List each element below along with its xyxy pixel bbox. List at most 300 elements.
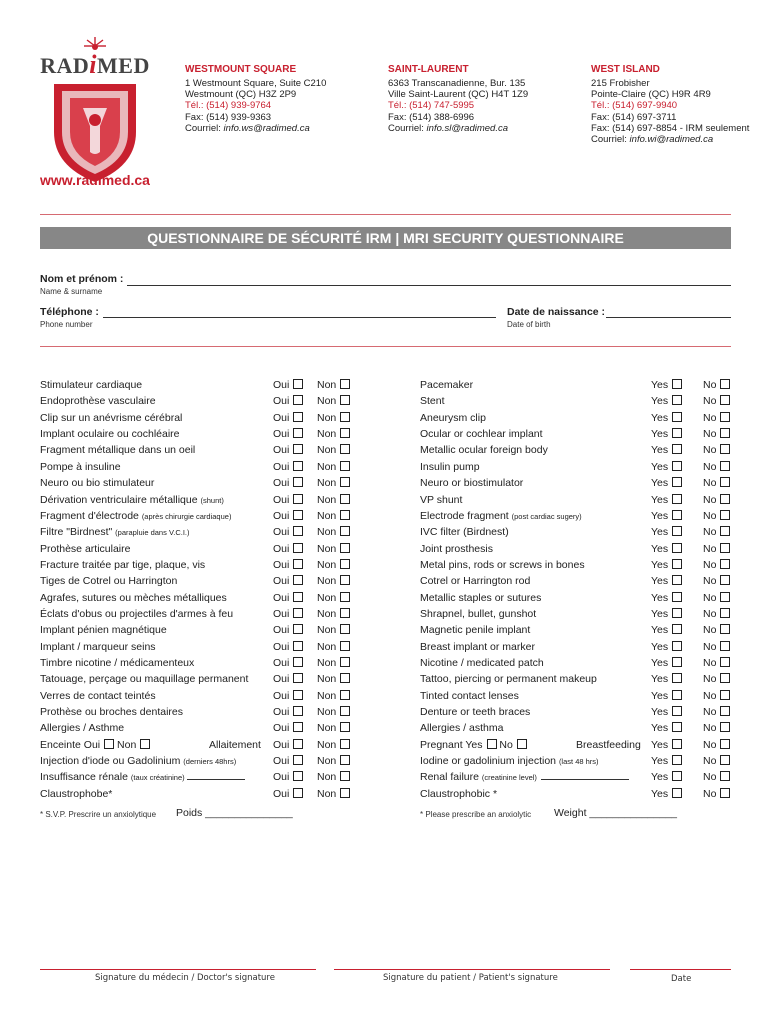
no-checkbox[interactable] [720, 673, 730, 683]
yes-checkbox[interactable] [672, 739, 682, 749]
no-label: No [703, 477, 717, 490]
question-text: IVC filter (Birdnest) [420, 526, 509, 539]
question-text: Clip sur un anévrisme cérébral [40, 411, 183, 424]
oui-checkbox[interactable] [293, 575, 303, 585]
yes-checkbox[interactable] [672, 494, 682, 504]
question-row-en [420, 475, 523, 491]
non-label: Non [317, 787, 337, 800]
oui-checkbox[interactable] [293, 461, 303, 471]
oui-checkbox[interactable] [293, 657, 303, 667]
oui-label: Oui [273, 591, 290, 604]
oui-checkbox[interactable] [293, 444, 303, 454]
question-row-en [420, 737, 527, 753]
no-checkbox[interactable] [720, 608, 730, 618]
yes-checkbox[interactable] [672, 755, 682, 765]
oui-option [273, 508, 303, 524]
question-text: Joint prosthesis [420, 542, 493, 555]
no-label: No [703, 738, 717, 751]
no-checkbox[interactable] [720, 690, 730, 700]
non-checkbox[interactable] [340, 444, 350, 454]
question-row-en [420, 524, 509, 540]
yes-checkbox[interactable] [672, 641, 682, 651]
oui-checkbox[interactable] [293, 706, 303, 716]
oui-checkbox[interactable] [293, 608, 303, 618]
yes-label: Yes [651, 395, 669, 408]
question-row-en [420, 769, 629, 785]
oui-checkbox[interactable] [293, 722, 303, 732]
yes-label: Yes [651, 460, 669, 473]
non-checkbox[interactable] [340, 379, 350, 389]
oui-label: Oui [273, 771, 290, 784]
no-checkbox[interactable] [720, 412, 730, 422]
question-text: Metallic staples or sutures [420, 591, 542, 604]
yes-option [651, 786, 682, 802]
question-text: Insulin pump [420, 460, 480, 473]
no-label: No [703, 755, 717, 767]
non-checkbox[interactable] [340, 461, 350, 471]
non-label: Non [317, 755, 337, 767]
office-email[interactable]: Courriel: info.wi@radimed.ca [591, 134, 714, 146]
non-checkbox[interactable] [340, 673, 350, 683]
no-checkbox[interactable] [720, 657, 730, 667]
oui-checkbox[interactable] [293, 526, 303, 536]
name-label: Nom et prénom : [40, 273, 124, 285]
non-option [317, 655, 350, 671]
no-label: No [703, 689, 717, 702]
no-checkbox[interactable] [720, 575, 730, 585]
no-checkbox[interactable] [720, 641, 730, 651]
dob-label: Date de naissance : [507, 306, 606, 318]
non-label: Non [317, 395, 337, 408]
question-note: (taux créatinine) [130, 773, 185, 783]
no-label: No [703, 542, 717, 555]
non-checkbox[interactable] [340, 755, 350, 765]
no-option [703, 541, 730, 557]
no-checkbox[interactable] [720, 788, 730, 798]
question-text: Prothèse articulaire [40, 542, 131, 555]
renal-level-line[interactable] [541, 769, 629, 780]
no-checkbox[interactable] [720, 739, 730, 749]
question-row-fr [40, 541, 130, 557]
no-label: No [703, 640, 717, 653]
yes-label: Yes [651, 477, 669, 490]
no-label: No [703, 624, 717, 637]
office-address: 6363 Transcanadienne, Bur. 135 [388, 78, 526, 89]
non-label: Non [317, 575, 337, 588]
oui-checkbox[interactable] [293, 477, 303, 487]
non-checkbox[interactable] [340, 412, 350, 422]
no-option [703, 639, 730, 655]
oui-checkbox[interactable] [293, 412, 303, 422]
no-checkbox[interactable] [720, 494, 730, 504]
no-checkbox[interactable] [720, 477, 730, 487]
office-email[interactable]: Courriel: info.ws@radimed.ca [185, 122, 310, 134]
oui-checkbox[interactable] [293, 641, 303, 651]
yes-label: Yes [651, 509, 669, 522]
yes-option [651, 410, 682, 426]
no-option [703, 557, 730, 573]
question-text: Tiges de Cotrel ou Harrington [40, 575, 178, 588]
yes-checkbox[interactable] [672, 526, 682, 536]
question-text: Tatouage, perçage ou maquillage permanent [40, 673, 249, 686]
non-option [317, 524, 350, 540]
question-row-fr [40, 410, 182, 426]
non-option [317, 737, 350, 753]
question-note: (post cardiac sugery) [511, 511, 582, 521]
yes-label: Yes [651, 428, 669, 441]
no-option [703, 769, 730, 785]
question-text: Allergies / asthma [420, 722, 504, 735]
non-checkbox[interactable] [340, 624, 350, 634]
question-text: Implant / marqueur seins [40, 640, 156, 653]
office-address: 1 Westmount Square, Suite C210 [185, 78, 327, 89]
no-option [703, 606, 730, 622]
non-option [317, 769, 350, 785]
oui-option [273, 442, 303, 458]
yes-checkbox[interactable] [672, 444, 682, 454]
question-text: Dérivation ventriculaire métallique [40, 493, 198, 506]
oui-checkbox[interactable] [293, 559, 303, 569]
question-row-en [420, 459, 480, 475]
oui-label: Oui [273, 509, 290, 522]
question-row-en [420, 753, 599, 769]
yes-option [651, 426, 682, 442]
doctor-signature-label: Signature du médecin / Doctor's signature [95, 973, 275, 983]
question-row-fr [40, 753, 236, 769]
oui-checkbox[interactable] [293, 771, 303, 781]
weight-field-fr[interactable]: Poids _______________ [176, 807, 293, 819]
yes-label: Yes [651, 607, 669, 620]
date-line[interactable] [630, 969, 731, 970]
no-option [703, 475, 730, 491]
yes-label: Yes [651, 722, 669, 735]
yes-checkbox[interactable] [672, 412, 682, 422]
no-checkbox[interactable] [720, 510, 730, 520]
yes-label: Yes [651, 526, 669, 539]
office-city: Pointe-Claire (QC) H9R 4R9 [591, 89, 711, 101]
yes-checkbox[interactable] [672, 624, 682, 634]
non-checkbox[interactable] [340, 526, 350, 536]
no-checkbox[interactable] [720, 395, 730, 405]
pregnant-en-yes-label: Yes [465, 738, 483, 751]
patient-signature-line[interactable] [334, 969, 610, 970]
oui-checkbox[interactable] [293, 510, 303, 520]
oui-checkbox[interactable] [293, 428, 303, 438]
oui-checkbox[interactable] [293, 379, 303, 389]
no-option [703, 492, 730, 508]
logo-wordmark: RADiMED [40, 50, 150, 79]
office-name: WESTMOUNT SQUARE [185, 64, 297, 75]
question-text: Implant oculaire ou cochléaire [40, 428, 180, 441]
no-checkbox[interactable] [720, 755, 730, 765]
question-row-en [420, 377, 473, 393]
office-address: 215 Frobisher [591, 78, 650, 89]
pregnant-en-no-checkbox[interactable] [517, 739, 527, 749]
non-label: Non [317, 526, 337, 539]
no-label: No [703, 771, 717, 784]
question-text: VP shunt [420, 493, 463, 506]
non-label: Non [317, 411, 337, 424]
no-checkbox[interactable] [720, 624, 730, 634]
no-checkbox[interactable] [720, 461, 730, 471]
oui-option [273, 786, 303, 802]
non-label: Non [317, 657, 337, 669]
oui-label: Oui [273, 558, 290, 571]
oui-label: Oui [273, 493, 290, 506]
question-text: Shrapnel, bullet, gunshot [420, 607, 537, 620]
oui-checkbox[interactable] [293, 494, 303, 504]
question-row-en [420, 573, 530, 589]
question-text: Ocular or cochlear implant [420, 428, 543, 441]
non-label: Non [317, 542, 337, 555]
office-fax: Fax: (514) 388-6996 [388, 111, 475, 123]
yes-checkbox[interactable] [672, 395, 682, 405]
yes-label: Yes [651, 444, 669, 457]
anxiolytic-note-fr: * S.V.P. Prescrire un anxiolytique [40, 810, 157, 819]
oui-option [273, 475, 303, 491]
pregnant-fr-non-checkbox[interactable] [140, 739, 150, 749]
yes-checkbox[interactable] [672, 706, 682, 716]
office-phone: Tél.: (514) 747-5995 [388, 100, 475, 112]
fields-divider [40, 346, 731, 347]
yes-checkbox[interactable] [672, 657, 682, 667]
yes-checkbox[interactable] [672, 575, 682, 585]
oui-checkbox[interactable] [293, 673, 303, 683]
question-text: Pregnant [420, 738, 463, 751]
question-text: Neuro or biostimulator [420, 477, 524, 490]
yes-label: Yes [651, 755, 669, 767]
office-email[interactable]: Courriel: info.sl@radimed.ca [388, 122, 509, 134]
oui-label: Oui [273, 787, 290, 800]
non-checkbox[interactable] [340, 641, 350, 651]
oui-option [273, 655, 303, 671]
question-row-en [420, 622, 530, 638]
oui-label: Oui [273, 689, 290, 702]
question-row-en [420, 410, 486, 426]
office-west-island [591, 64, 749, 145]
no-checkbox[interactable] [720, 428, 730, 438]
oui-option [273, 688, 303, 704]
yes-option [651, 737, 682, 753]
non-label: Non [317, 689, 337, 702]
oui-option [273, 590, 303, 606]
question-row-fr [40, 557, 205, 573]
non-checkbox[interactable] [340, 543, 350, 553]
question-row-en [420, 508, 582, 524]
name-input[interactable] [127, 285, 731, 286]
yes-checkbox[interactable] [672, 608, 682, 618]
yes-label: Yes [651, 640, 669, 653]
yes-checkbox[interactable] [672, 673, 682, 683]
no-checkbox[interactable] [720, 722, 730, 732]
creatinine-line[interactable] [187, 769, 245, 780]
yes-checkbox[interactable] [672, 690, 682, 700]
oui-checkbox[interactable] [293, 592, 303, 602]
question-row-en [420, 606, 536, 622]
non-checkbox[interactable] [340, 657, 350, 667]
oui-option [273, 704, 303, 720]
office-city: Westmount (QC) H3Z 2P9 [185, 89, 297, 101]
phone-sublabel: Phone number [40, 320, 93, 329]
non-option [317, 671, 350, 687]
yes-option [651, 671, 682, 687]
logo [40, 36, 150, 186]
question-note: (parapluie dans V.C.I.) [115, 528, 190, 538]
yes-checkbox[interactable] [672, 461, 682, 471]
yes-checkbox[interactable] [672, 592, 682, 602]
yes-checkbox[interactable] [672, 477, 682, 487]
non-checkbox[interactable] [340, 559, 350, 569]
non-checkbox[interactable] [340, 690, 350, 700]
yes-checkbox[interactable] [672, 559, 682, 569]
no-checkbox[interactable] [720, 592, 730, 602]
oui-option [273, 541, 303, 557]
question-row-en [420, 720, 503, 736]
yes-option [651, 639, 682, 655]
yes-checkbox[interactable] [672, 379, 682, 389]
oui-option [273, 622, 303, 638]
no-option [703, 737, 730, 753]
question-row-en [420, 786, 497, 802]
yes-checkbox[interactable] [672, 543, 682, 553]
no-option [703, 508, 730, 524]
oui-option [273, 639, 303, 655]
office-fax-irm: Fax: (514) 697-8854 - IRM seulement [591, 122, 750, 134]
yes-label: Yes [651, 738, 669, 751]
question-text: Claustrophobe* [40, 787, 113, 800]
question-row-en [420, 393, 445, 409]
oui-checkbox[interactable] [293, 788, 303, 798]
question-row-en [420, 688, 519, 704]
oui-checkbox[interactable] [293, 690, 303, 700]
question-row-fr [40, 459, 121, 475]
question-note: (derniers 48hrs) [183, 757, 237, 766]
non-option [317, 459, 350, 475]
non-label: Non [317, 509, 337, 522]
dob-input[interactable] [606, 317, 731, 318]
question-text: Magnetic penile implant [420, 624, 531, 637]
question-text: Timbre nicotine / médicamenteux [40, 657, 195, 669]
question-row-fr [40, 720, 124, 736]
question-text: Nicotine / medicated patch [420, 657, 544, 669]
oui-checkbox[interactable] [293, 755, 303, 765]
no-option [703, 786, 730, 802]
non-option [317, 573, 350, 589]
oui-option [273, 377, 303, 393]
non-label: Non [317, 722, 337, 735]
non-checkbox[interactable] [340, 722, 350, 732]
question-row-fr [40, 475, 154, 491]
no-checkbox[interactable] [720, 771, 730, 781]
oui-label: Oui [273, 706, 290, 718]
non-checkbox[interactable] [340, 494, 350, 504]
no-checkbox[interactable] [720, 543, 730, 553]
patient-signature-label: Signature du patient / Patient's signature [383, 973, 558, 983]
non-label: Non [317, 738, 337, 751]
oui-label: Oui [273, 542, 290, 555]
non-checkbox[interactable] [340, 575, 350, 585]
question-text: Pacemaker [420, 379, 474, 391]
oui-label: Oui [273, 575, 290, 588]
oui-checkbox[interactable] [293, 543, 303, 553]
oui-label: Oui [273, 444, 290, 457]
non-checkbox[interactable] [340, 788, 350, 798]
non-label: Non [317, 706, 337, 718]
yes-option [651, 769, 682, 785]
question-row-fr [40, 377, 142, 393]
yes-checkbox[interactable] [672, 428, 682, 438]
office-name: WEST ISLAND [591, 64, 660, 75]
no-label: No [703, 657, 717, 669]
non-checkbox[interactable] [340, 428, 350, 438]
no-label: No [703, 444, 717, 457]
no-label: No [703, 558, 717, 571]
yes-checkbox[interactable] [672, 722, 682, 732]
no-option [703, 688, 730, 704]
no-option [703, 524, 730, 540]
oui-label: Oui [273, 673, 290, 686]
breastfeeding-en-label: Breastfeeding [576, 738, 641, 751]
non-checkbox[interactable] [340, 395, 350, 405]
no-checkbox[interactable] [720, 444, 730, 454]
oui-checkbox[interactable] [293, 624, 303, 634]
non-checkbox[interactable] [340, 510, 350, 520]
oui-checkbox[interactable] [293, 395, 303, 405]
non-checkbox[interactable] [340, 771, 350, 781]
question-row-en [420, 557, 585, 573]
non-checkbox[interactable] [340, 477, 350, 487]
yes-checkbox[interactable] [672, 788, 682, 798]
oui-option [273, 753, 303, 769]
question-row-fr [40, 622, 167, 638]
oui-option [273, 557, 303, 573]
no-option [703, 393, 730, 409]
no-checkbox[interactable] [720, 526, 730, 536]
weight-field-en[interactable]: Weight _______________ [554, 807, 678, 819]
oui-checkbox[interactable] [293, 739, 303, 749]
yes-option [651, 377, 682, 393]
pregnant-fr-oui-checkbox[interactable] [104, 739, 114, 749]
no-checkbox[interactable] [720, 706, 730, 716]
non-checkbox[interactable] [340, 592, 350, 602]
question-row-en [420, 492, 462, 508]
no-label: No [703, 607, 717, 620]
non-option [317, 606, 350, 622]
oui-option [273, 492, 303, 508]
no-checkbox[interactable] [720, 379, 730, 389]
non-checkbox[interactable] [340, 706, 350, 716]
website-link[interactable]: www.radimed.ca [40, 172, 150, 188]
non-label: Non [317, 591, 337, 604]
question-note: (shunt) [200, 495, 224, 505]
non-checkbox[interactable] [340, 608, 350, 618]
question-text: Injection d'iode ou Gadolinium [40, 755, 181, 767]
question-note: (après chirurgie cardiaque) [141, 511, 232, 521]
non-option [317, 442, 350, 458]
yes-checkbox[interactable] [672, 771, 682, 781]
non-checkbox[interactable] [340, 739, 350, 749]
question-row-fr [40, 688, 156, 704]
no-label: No [703, 591, 717, 604]
yes-checkbox[interactable] [672, 510, 682, 520]
pregnant-en-yes-checkbox[interactable] [487, 739, 497, 749]
question-note: (creatinine level) [481, 773, 537, 783]
phone-input[interactable] [103, 317, 496, 318]
yes-label: Yes [651, 673, 669, 686]
yes-label: Yes [651, 787, 669, 800]
no-checkbox[interactable] [720, 559, 730, 569]
doctor-signature-line[interactable] [40, 969, 316, 970]
